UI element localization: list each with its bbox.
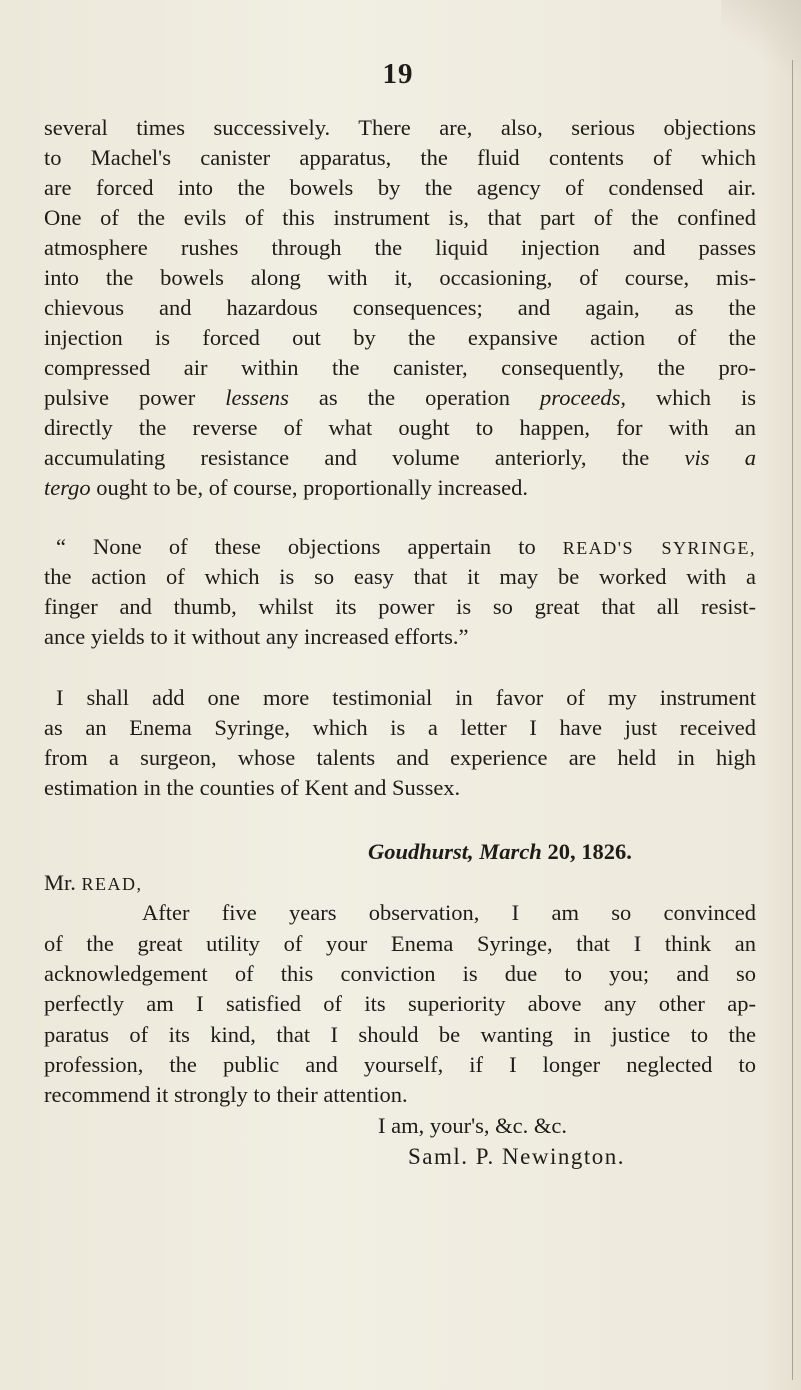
letter-line: profession, the public and yourself, if I longer neglected to: [44, 1052, 756, 1077]
text-line: chievous and hazardous consequences; and again, as the: [44, 295, 756, 320]
text-run: as the operation: [288, 385, 541, 410]
letter-salutation: [44, 870, 756, 900]
letter-line: perfectly am I satisfied of its superiority above any other ap-: [44, 991, 756, 1016]
quote-line: [56, 534, 756, 564]
letter-signature: Saml. P. Newington.: [408, 1144, 625, 1169]
text-line: [44, 385, 756, 415]
page-edge-line: [792, 60, 793, 1380]
letter-line: paratus of its kind, that I should be wanting in justice to the: [44, 1022, 756, 1047]
text-line: compressed air within the canister, consequently, the pro-: [44, 355, 756, 380]
emphasis-vis-a: vis a: [684, 445, 756, 470]
text-line: from a surgeon, whose talents and experience are held in high: [44, 745, 756, 770]
text-line: several times successively. There are, also, serious objections: [44, 115, 756, 140]
letter-closing: I am, your's, &c. &c.: [378, 1113, 568, 1138]
letter-line: acknowledgement of this conviction is due to you; and so: [44, 961, 756, 986]
emphasis-proceeds: proceeds,: [540, 385, 627, 410]
text-line: atmosphere rushes through the liquid injection and passes: [44, 235, 756, 260]
text-line: estimation in the counties of Kent and Sussex.: [44, 775, 461, 800]
letter-line: recommend it strongly to their attention.: [44, 1082, 408, 1107]
text-run: which is: [626, 385, 757, 410]
letter-line: of the great utility of your Enema Syringe, that I think an: [44, 931, 756, 956]
emphasis-lessens: lessens: [225, 385, 289, 410]
quote-line: the action of which is so easy that it may be worked with a: [44, 564, 756, 589]
text-line: injection is forced out by the expansive action of the: [44, 325, 756, 350]
text-line: directly the reverse of what ought to happen, for with an: [44, 415, 756, 440]
letter-line: After five years observation, I am so convinced: [142, 900, 756, 925]
text-run: Mr.: [44, 870, 82, 895]
text-line: [44, 475, 756, 505]
smallcaps-read: READ,: [81, 874, 143, 894]
text-line: into the bowels along with it, occasioning, of course, mis-: [44, 265, 756, 290]
dateline-place: Goudhurst, March: [368, 839, 542, 864]
text-run: “ None of these objections appertain to: [56, 534, 563, 559]
text-run: accumulating resistance and volume anteriorly, the: [44, 445, 685, 470]
emphasis-tergo: tergo: [44, 475, 91, 500]
quote-line: finger and thumb, whilst its power is so great that all resist-: [44, 594, 756, 619]
text-run: pulsive power: [44, 385, 226, 410]
text-line: as an Enema Syringe, which is a letter I have just received: [44, 715, 756, 740]
text-run: ought to be, of course, proportionally increased.: [90, 475, 529, 500]
page-fold-shadow: [721, 0, 801, 90]
smallcaps-reads-syringe: READ'S SYRINGE,: [562, 538, 756, 558]
dateline-date: 20, 1826.: [541, 839, 632, 864]
letter-dateline: [368, 839, 756, 869]
text-line: to Machel's canister apparatus, the fluid contents of which: [44, 145, 756, 170]
page-number: 19: [382, 58, 414, 90]
text-line: are forced into the bowels by the agency of condensed air.: [44, 175, 756, 200]
text-line: One of the evils of this instrument is, that part of the confined: [44, 205, 756, 230]
text-line: [44, 445, 756, 475]
text-line: I shall add one more testimonial in favor of my instrument: [56, 685, 756, 710]
quote-line: ance yields to it without any increased efforts.”: [44, 624, 469, 649]
